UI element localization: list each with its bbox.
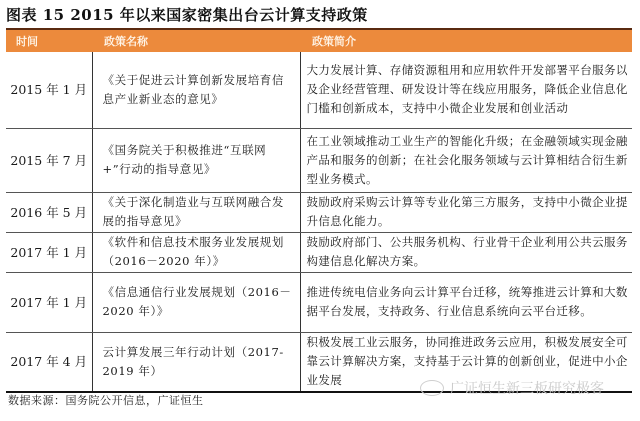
data-source-note: 数据来源：国务院公开信息，广证恒生 — [8, 394, 204, 407]
header-policy-name: 政策名称 — [92, 29, 300, 52]
table-row — [6, 272, 632, 332]
cell-time: 2016 年 5 月 — [6, 192, 92, 232]
table-header-row — [6, 29, 632, 52]
table-row — [6, 232, 632, 272]
header-policy-summary: 政策简介 — [300, 29, 632, 52]
table-row — [6, 52, 632, 128]
cell-time: 2017 年 1 月 — [6, 272, 92, 332]
cell-time: 2015 年 1 月 — [6, 52, 92, 128]
cell-policy-summary: 鼓励政府部门、公共服务机构、行业骨干企业利用公共云服务构建信息化解决方案。 — [300, 232, 632, 272]
cell-policy-name: 《国务院关于积极推进“互联网+”行动的指导意见》 — [92, 128, 300, 192]
cell-policy-name: 《软件和信息技术服务业发展规划（2016－2020 年）》 — [92, 232, 300, 272]
watermark-text: 广证恒生新三板研究极客 — [450, 381, 604, 397]
wechat-icon — [420, 380, 444, 396]
cell-policy-name: 《关于深化制造业与互联网融合发展的指导意见》 — [92, 192, 300, 232]
figure-title: 图表 15 2015 年以来国家密集出台云计算支持政策 — [6, 6, 368, 24]
table-row — [6, 128, 632, 192]
cell-time: 2017 年 4 月 — [6, 332, 92, 392]
cell-policy-summary: 在工业领域推动工业生产的智能化升级；在金融领域实现金融产品和服务的创新；在社会化服务领域与云计算相结合衍生新型业务模式。 — [300, 128, 632, 192]
policy-table — [6, 28, 632, 393]
table-row — [6, 192, 632, 232]
cell-policy-summary: 鼓励政府采购云计算等专业化第三方服务，支持中小微企业提升信息化能力。 — [300, 192, 632, 232]
cell-policy-summary: 推进传统电信业务向云计算平台迁移，统筹推进云计算和大数据平台发展，支持政务、行业信息系统向云平台迁移。 — [300, 272, 632, 332]
cell-time: 2015 年 7 月 — [6, 128, 92, 192]
watermark — [420, 378, 604, 398]
cell-policy-name: 《关于促进云计算创新发展培育信息产业新业态的意见》 — [92, 52, 300, 128]
cell-policy-name: 《信息通信行业发展规划（2016－2020 年）》 — [92, 272, 300, 332]
cell-time: 2017 年 1 月 — [6, 232, 92, 272]
cell-policy-name: 云计算发展三年行动计划（2017-2019 年） — [92, 332, 300, 392]
cell-policy-summary: 大力发展计算、存储资源租用和应用软件开发部署平台服务以及企业经营管理、研发设计等在线应用服务，降低企业信息化门槛和创新成本，支持中小微企业发展和创业活动 — [300, 52, 632, 128]
header-time: 时间 — [6, 29, 92, 52]
cell-policy-summary: 积极发展工业云服务，协同推进政务云应用，积极发展安全可靠云计算解决方案，支持基于云计算的创新创业，促进中小企业发展 — [300, 332, 632, 392]
